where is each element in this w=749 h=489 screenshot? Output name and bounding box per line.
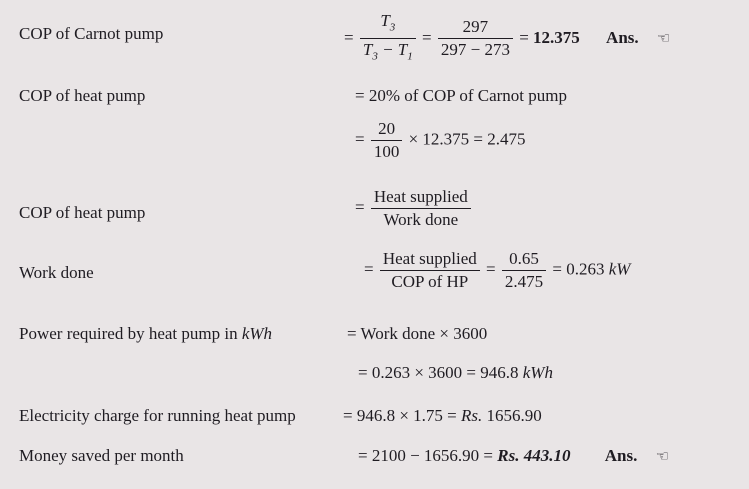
electricity-label: Electricity charge for running heat pump (19, 406, 296, 425)
heatpump-calc: = $\frac{20}{100}$ × 12.375 = 2.475 (355, 119, 526, 161)
power-calc: = 0.263 × 3600 = 946.8 kWh (358, 363, 553, 382)
heatpump-pct-label: COP of heat pump (19, 86, 146, 105)
heatpump-calc-fraction: $\frac{20}{100}$ (371, 118, 403, 163)
heatpump-def-fraction: $\frac{\text{Heat supplied}}{\text{Work done}}$ (371, 186, 471, 231)
carnot-equation: = $\frac{T_3}{T_3 - T_1}$ = $\frac{297}{297 - 273}$ = 12.375 Ans. ☜ (344, 10, 670, 68)
workdone-expr: = $\frac{\text{Heat supplied}}{\text{COP of HP}}$ = $\frac{0.65}{2.475}$ = 0.263 kW (364, 249, 631, 291)
money-label: Money saved per month (19, 446, 184, 465)
workdone-fraction-symbolic: $\frac{\text{Heat supplied}}{\text{COP of HP}}$ (380, 248, 480, 293)
power-label: Power required by heat pump in kWh (19, 324, 273, 343)
heatpump-pct-expr: = 20% of COP of Carnot pump (355, 86, 568, 105)
carnot-label: COP of Carnot pump (19, 24, 164, 43)
money-expr: = 2100 − 1656.90 = Rs. 443.10 Ans. ☜ (358, 446, 670, 465)
money-result: Rs. 443.10 (497, 446, 571, 465)
hand-pointer-icon: ☜ (655, 449, 670, 465)
hand-pointer-icon: ☜ (656, 30, 671, 47)
carnot-fraction-symbolic: $\frac{T_3}{T_3 - T_1}$ (360, 10, 416, 68)
carnot-result: 12.375 (533, 27, 580, 47)
money-ans: Ans. (604, 446, 638, 465)
workdone-label: Work done (19, 263, 94, 282)
workdone-fraction-numeric: $\frac{0.65}{2.475}$ (502, 248, 546, 293)
electricity-expr: = 946.8 × 1.75 = Rs. 1656.90 (343, 406, 542, 425)
carnot-ans: Ans. (606, 27, 639, 47)
heatpump-def-expr: = $\frac{\text{Heat supplied}}{\text{Work done}}$ (355, 186, 473, 231)
power-expr: = Work done × 3600 (347, 324, 488, 343)
carnot-fraction-numeric: $\frac{297}{297 - 273}$ (438, 16, 513, 61)
heatpump-def-label: COP of heat pump (19, 203, 146, 222)
